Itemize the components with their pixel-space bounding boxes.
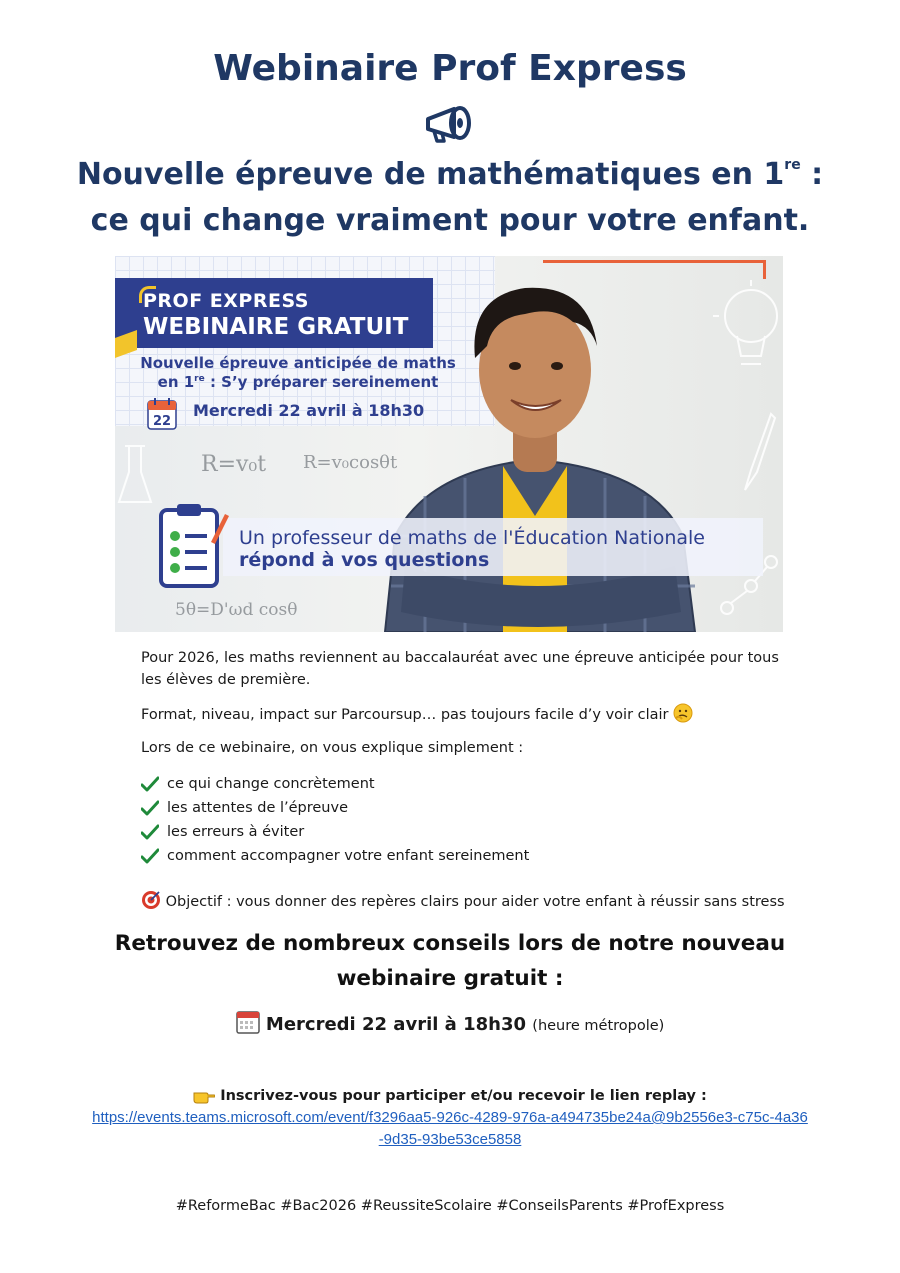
banner-subtitle-line2-end: : S’y préparer sereinement — [204, 373, 439, 391]
headline-line2: ce qui change vraiment pour votre enfant. — [90, 203, 810, 238]
board-formula: R=v₀t — [201, 452, 267, 477]
objective-paragraph — [141, 890, 801, 913]
checkmark-icon — [141, 800, 159, 816]
headline-superscript: re — [784, 157, 801, 173]
headline-colon: : — [800, 157, 824, 192]
objective-text: Objectif : vous donner des repères clairs pour aider votre enfant à réussir sans stress — [165, 894, 785, 910]
checklist-item-text: comment accompagner votre enfant sereinement — [167, 848, 530, 864]
pointing-hand-icon — [193, 1086, 215, 1104]
ribbon-line1: Un professeur de maths de l'Éducation Nationale — [239, 527, 705, 549]
question-paragraph — [141, 703, 801, 726]
lightbulb-doodle — [711, 276, 783, 386]
cta-heading: Retrouvez de nombreux conseils lors de notre nouveau webinaire gratuit : — [114, 931, 786, 991]
intro-paragraph: Pour 2026, les maths reviennent au baccalauréat avec une épreuve anticipée pour tous les élèves de première. — [141, 650, 779, 688]
flask-doodle — [115, 442, 155, 522]
headline — [40, 152, 860, 244]
board-formula: 5θ=D'ωd cosθ — [175, 600, 298, 620]
banner-title: WEBINAIRE GRATUIT — [143, 314, 409, 340]
target-icon — [141, 890, 161, 910]
banner-subtitle-line1: Nouvelle épreuve anticipée de maths — [140, 354, 456, 372]
checklist-item-text: ce qui change concrètement — [167, 776, 375, 792]
register-text: Inscrivez-vous pour participer et/ou recevoir le lien replay : — [220, 1088, 707, 1104]
banner-subtitle-sup: re — [194, 374, 205, 384]
event-date: Mercredi 22 avril à 18h30 — [265, 1014, 526, 1035]
event-date-note: (heure métropole) — [532, 1018, 665, 1034]
calendar-day: 22 — [152, 414, 172, 429]
board-formula: R=v₀cosθt — [303, 452, 398, 473]
checkmark-icon — [141, 776, 159, 792]
headline-line1: Nouvelle épreuve de mathématiques en 1 — [76, 157, 785, 192]
megaphone-icon — [424, 103, 476, 145]
registration-link[interactable]: https://events.teams.microsoft.com/event/f3296aa5-926c-4289-976a-a494735be24a@9b2556e3-c75c-4a36-9d35-93be53ce5858 — [92, 1109, 808, 1148]
checkmark-icon — [141, 848, 159, 864]
ribbon-line2: répond à vos questions — [239, 549, 490, 571]
calendar-icon — [236, 1010, 260, 1034]
calendar-icon — [147, 396, 177, 430]
webinar-banner — [115, 256, 783, 632]
banner-subtitle-line2: en 1 — [157, 373, 195, 391]
event-date-line — [0, 1010, 900, 1035]
lead-paragraph: Lors de ce webinaire, on vous explique simplement : — [141, 740, 524, 756]
student-photo — [365, 266, 705, 632]
register-line — [0, 1086, 900, 1104]
checklist-item-text: les erreurs à éviter — [167, 824, 305, 840]
brand-logo: PROF EXPRESS — [143, 290, 309, 312]
thinking-face-icon — [673, 703, 693, 723]
checklist-item-text: les attentes de l’épreuve — [167, 800, 349, 816]
hashtags: #ReformeBac #Bac2026 #ReussiteScolaire #ConseilsParents #ProfExpress — [175, 1198, 725, 1214]
banner-date: Mercredi 22 avril à 18h30 — [193, 401, 425, 420]
clipboard-checklist-icon — [155, 502, 229, 590]
page-title: Webinaire Prof Express — [213, 48, 687, 89]
question-text: Format, niveau, impact sur Parcoursup… pas toujours facile d’y voir clair — [141, 707, 669, 723]
checkmark-icon — [141, 824, 159, 840]
pencil-doodle — [737, 406, 777, 496]
